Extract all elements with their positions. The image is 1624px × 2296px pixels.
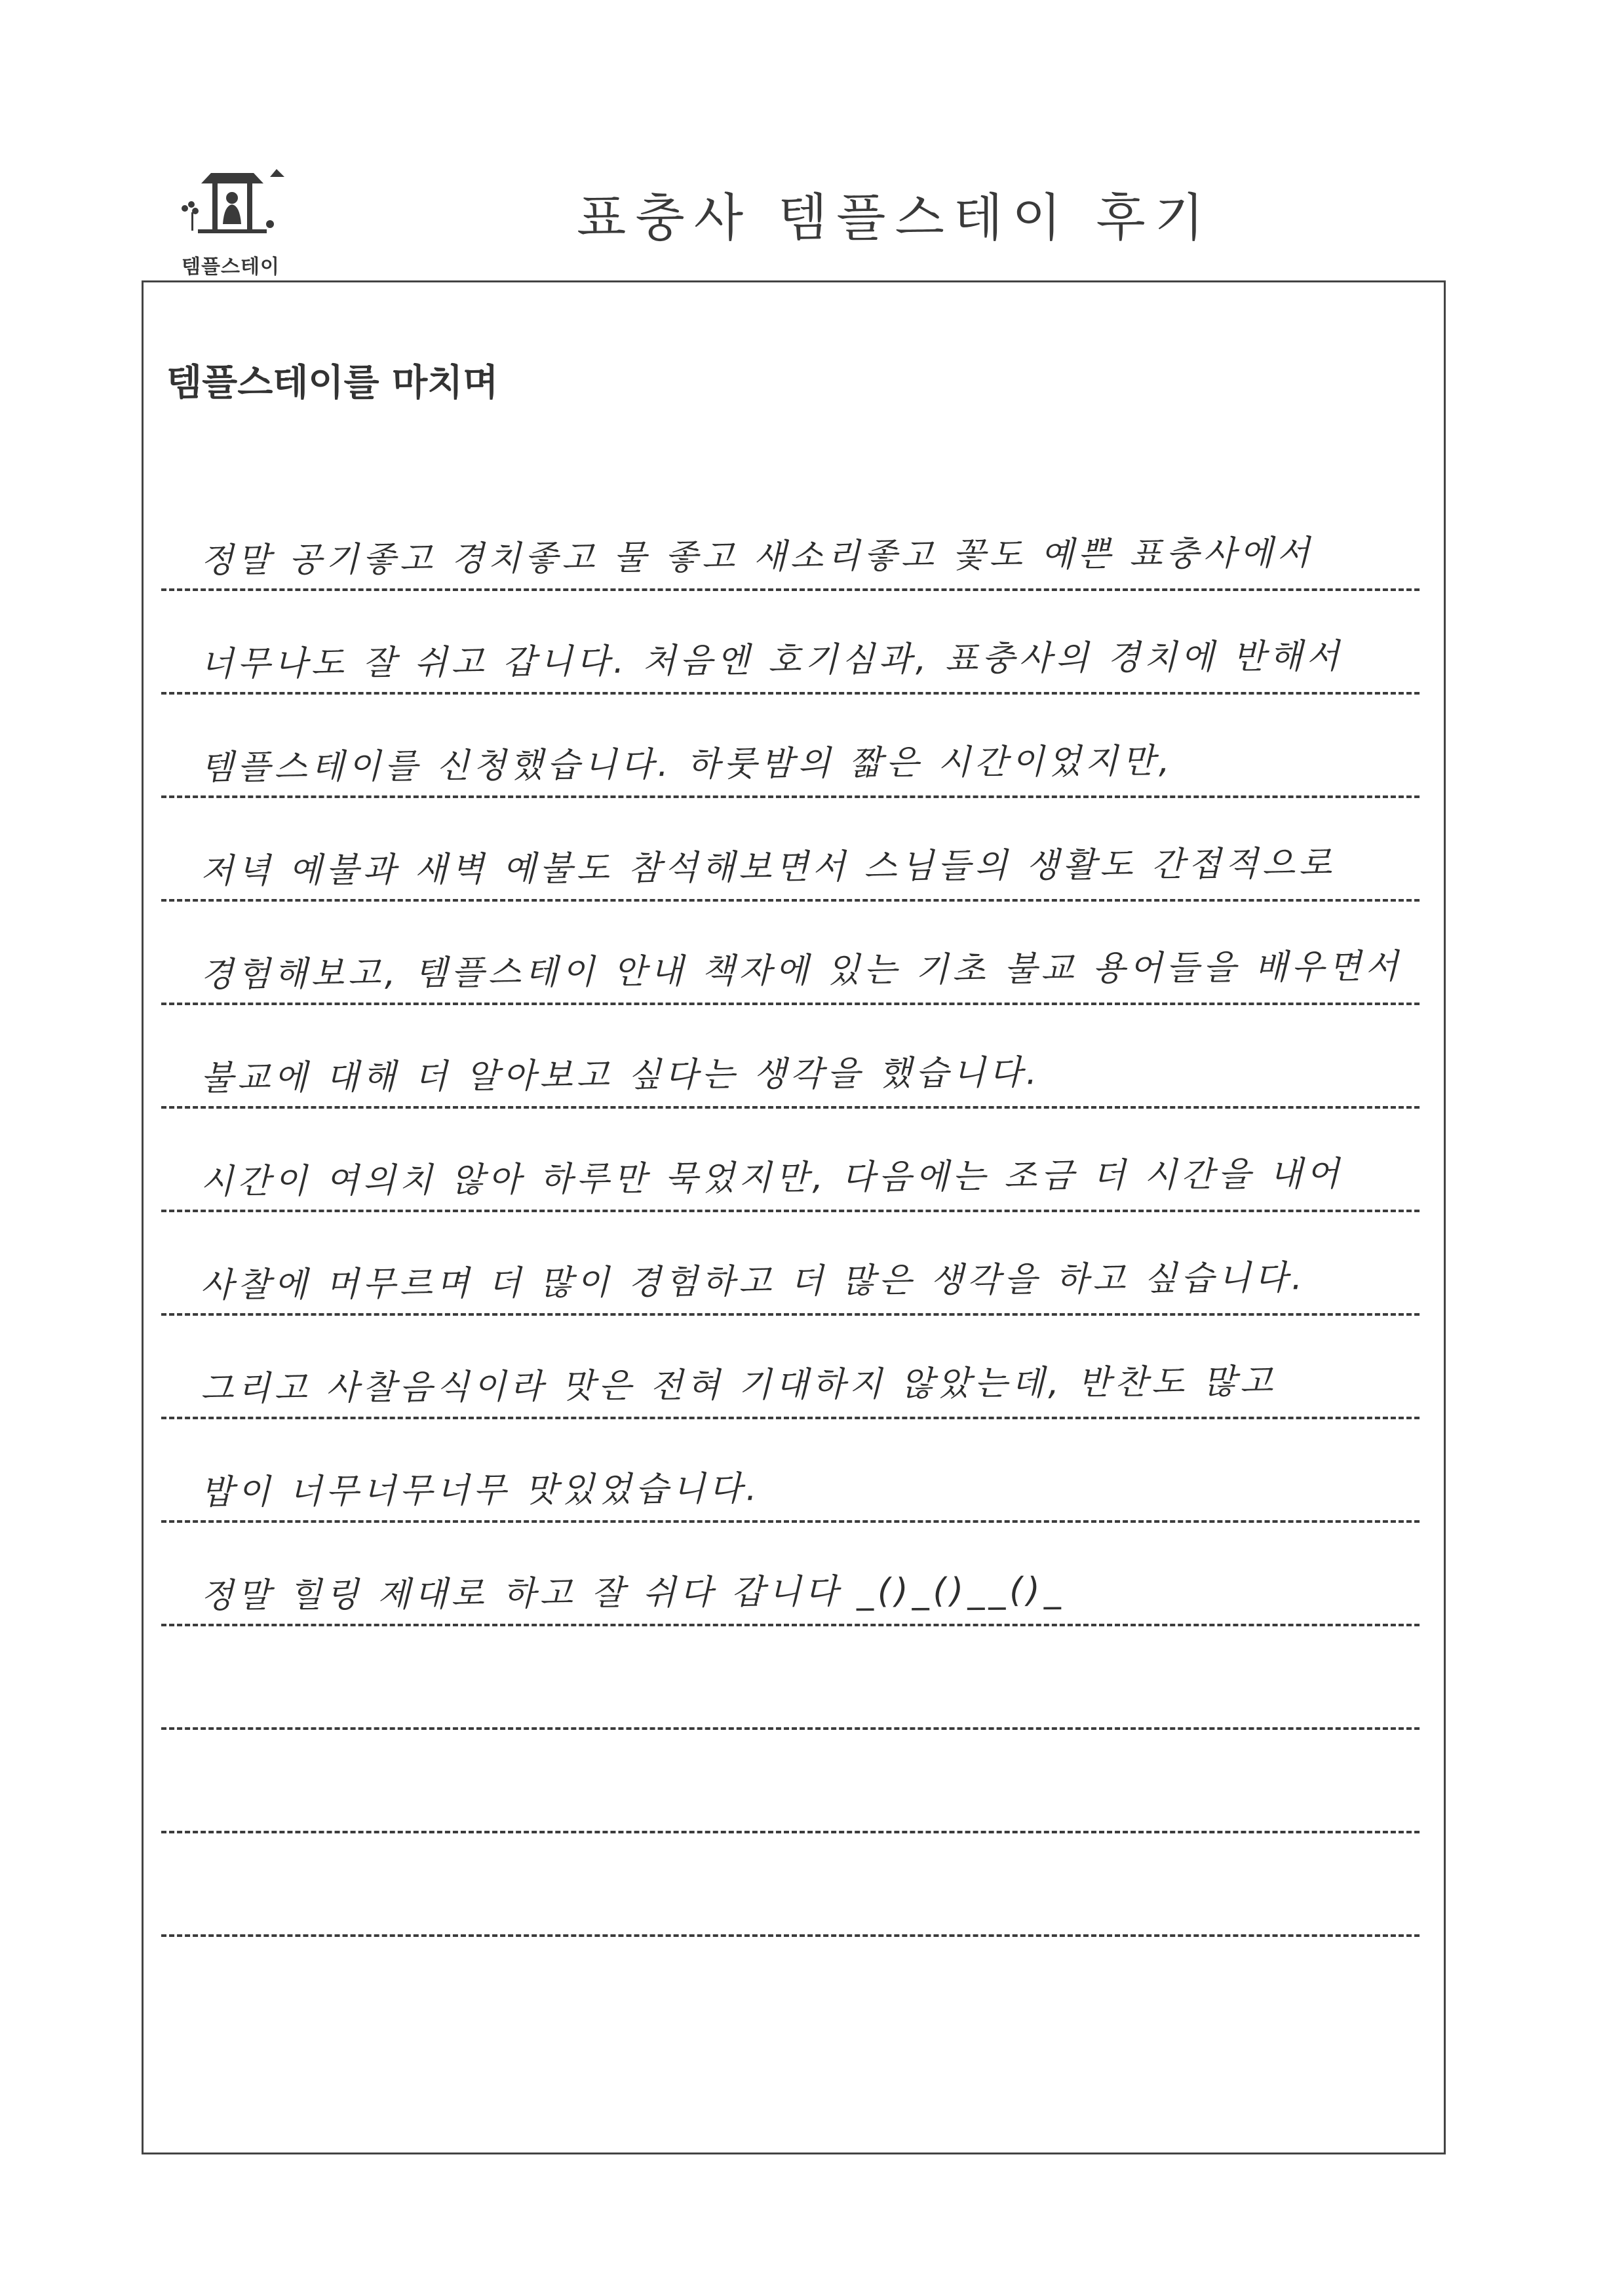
writing-line (161, 1010, 1420, 1109)
writing-line (161, 1839, 1420, 1937)
writing-line (161, 1528, 1420, 1626)
handwritten-text: 경험해보고, 템플스테이 안내 책자에 있는 기초 불교 용어들을 배우면서 (200, 947, 1402, 995)
writing-line (161, 1217, 1420, 1316)
handwritten-text: 정말 힐링 제대로 하고 잘 쉬다 갑니다 _()_()__()_ (200, 1570, 1065, 1616)
writing-line (161, 1735, 1420, 1833)
handwritten-text: 밥이 너무너무너무 맛있었습니다. (200, 1469, 761, 1512)
handwritten-text: 그리고 사찰음식이라 맛은 전혀 기대하지 않았는데, 반찬도 많고 (200, 1362, 1277, 1409)
writing-line (161, 907, 1420, 1005)
writing-line (161, 596, 1420, 695)
writing-line (161, 1425, 1420, 1523)
writing-line (161, 1321, 1420, 1419)
page-title: 표충사 템플스테이 후기 (577, 189, 1214, 248)
writing-line (161, 1114, 1420, 1212)
logo-label: 템플스테이 (182, 256, 280, 278)
handwritten-text: 너무나도 잘 쉬고 갑니다. 처음엔 호기심과, 표충사의 경치에 반해서 (200, 636, 1344, 684)
temple-logo-icon (172, 164, 290, 249)
handwritten-text: 정말 공기좋고 경치좋고 물 좋고 새소리좋고 꽃도 예쁜 표충사에서 (200, 533, 1314, 581)
handwritten-text: 불교에 대해 더 알아보고 싶다는 생각을 했습니다. (200, 1053, 1041, 1098)
handwritten-text: 시간이 여의치 않아 하루만 묵었지만, 다음에는 조금 더 시간을 내어 (200, 1154, 1344, 1202)
writing-line (161, 803, 1420, 902)
handwritten-text: 사찰에 머무르며 더 많이 경험하고 더 많은 생각을 하고 싶습니다. (200, 1258, 1307, 1305)
writing-line (161, 700, 1420, 798)
writing-line (161, 493, 1420, 591)
section-heading: 템플스테이를 마치며 (166, 362, 499, 404)
handwritten-text: 템플스테이를 신청했습니다. 하룻밤의 짧은 시간이었지만, (200, 741, 1174, 788)
templestay-logo (165, 164, 296, 278)
handwritten-text: 저녁 예불과 새벽 예불도 참석해보면서 스님들의 생활도 간접적으로 (200, 843, 1336, 891)
writing-line (161, 1632, 1420, 1730)
